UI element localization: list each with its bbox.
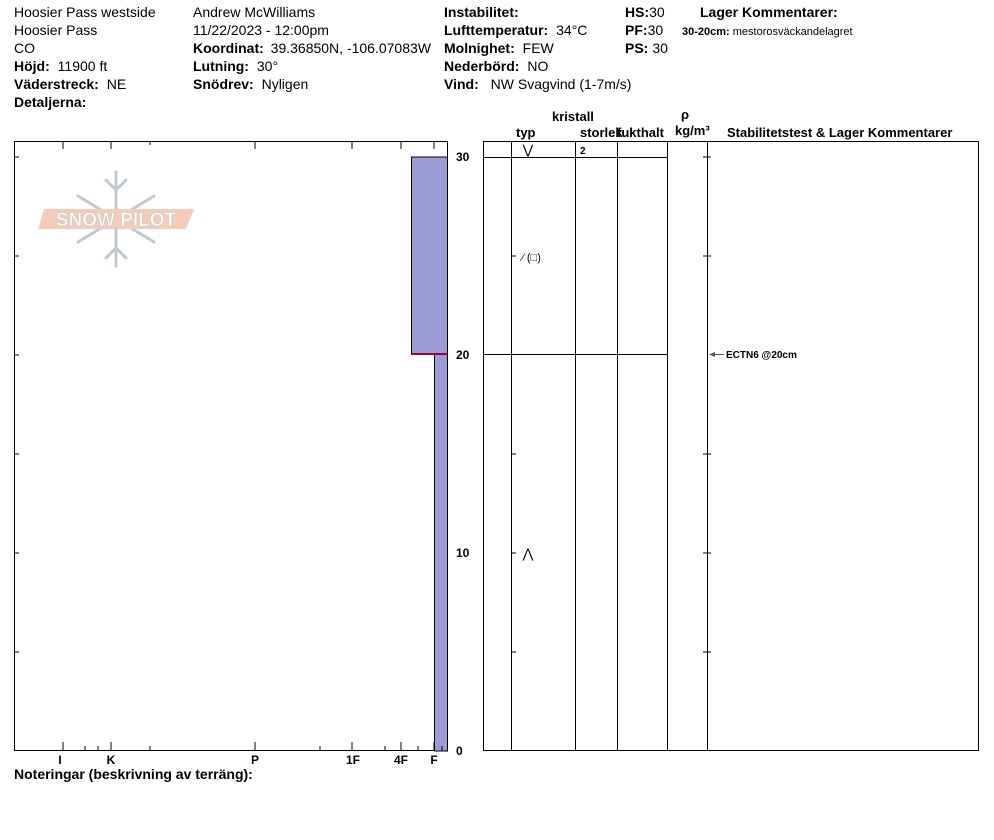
notes-label: Noteringar (beskrivning av terräng): bbox=[14, 766, 253, 782]
col-storlek: storlek bbox=[580, 125, 623, 140]
wind-value: NW Svagvind (1-7m/s) bbox=[490, 76, 632, 92]
observer-name: Andrew McWilliams bbox=[193, 4, 316, 20]
aspect-value: NE bbox=[106, 76, 127, 92]
stability-test-text: ECTN6 @20cm bbox=[726, 350, 797, 361]
drift-value: Nyligen bbox=[261, 76, 309, 92]
grain-symbol-upper: ⋁ bbox=[522, 142, 534, 157]
ps-label: PS: bbox=[625, 40, 649, 56]
coordinate-label: Koordinat: bbox=[193, 40, 264, 56]
elevation-value: 11900 ft bbox=[57, 58, 108, 74]
hardness-label-4F: 4F bbox=[393, 753, 409, 767]
col-density-unit: kg/m³ bbox=[675, 123, 710, 138]
col-fukthalt: fukthalt bbox=[617, 125, 664, 140]
depth-label-0: 0 bbox=[456, 744, 463, 758]
grain-symbol-lower: ⋀ bbox=[522, 546, 534, 561]
stability-test-marker bbox=[709, 350, 797, 361]
depth-label-30: 30 bbox=[456, 150, 470, 164]
crystal-size-upper: 2 bbox=[580, 146, 586, 157]
wind-label: Vind: bbox=[444, 76, 479, 92]
layer-bar-upper bbox=[412, 157, 448, 354]
hardness-ticks bbox=[63, 141, 442, 751]
snowpilot-logo bbox=[38, 172, 194, 266]
pf-value: 30 bbox=[647, 22, 664, 38]
hs-label: HS: bbox=[625, 4, 650, 20]
pf-label: PF: bbox=[625, 22, 648, 38]
layer-comment-depth: 30-20cm: bbox=[682, 26, 730, 38]
col-kristall: kristall bbox=[552, 109, 594, 124]
layer-table bbox=[483, 141, 979, 751]
hardness-frame bbox=[15, 142, 448, 751]
hardness-labels bbox=[58, 753, 437, 767]
depth-label-20: 20 bbox=[456, 348, 470, 362]
col-typ: typ bbox=[516, 125, 536, 140]
airtemp-label: Lufttemperatur: bbox=[444, 22, 549, 38]
precip-label: Nederbörd: bbox=[444, 58, 520, 74]
layer-comments-label: Lager Kommentarer: bbox=[700, 4, 838, 20]
airtemp-value: 34°C bbox=[556, 22, 588, 38]
precip-value: NO bbox=[527, 58, 549, 74]
layer-comment-text: mestorosväckandelagret bbox=[732, 26, 853, 38]
hardness-label-I: I bbox=[58, 753, 62, 767]
location-name: Hoosier Pass westside bbox=[14, 4, 156, 20]
elevation-label: Höjd: bbox=[14, 58, 50, 74]
drift-label: Snödrev: bbox=[193, 76, 254, 92]
coordinate-value: 39.36850N, -106.07083W bbox=[270, 40, 431, 56]
table-ticks bbox=[511, 157, 711, 652]
layer-bar-lower bbox=[435, 354, 448, 751]
aspect-label: Väderstreck: bbox=[14, 76, 99, 92]
hs-value: 30 bbox=[649, 4, 665, 20]
depth-labels bbox=[456, 150, 470, 758]
ps-value: 30 bbox=[652, 40, 668, 56]
slope-value: 30° bbox=[256, 58, 279, 74]
col-stability: Stabilitetstest & Lager Kommentarer bbox=[727, 125, 953, 140]
state-name: CO bbox=[14, 40, 35, 56]
sky-value: FEW bbox=[522, 40, 554, 56]
hardness-label-P: P bbox=[250, 753, 260, 767]
sky-label: Molnighet: bbox=[444, 40, 515, 56]
hardness-label-F: F bbox=[430, 753, 438, 767]
logo-text: SNOW PILOT bbox=[55, 210, 177, 231]
hardness-label-K: K bbox=[106, 753, 116, 767]
depth-label-10: 10 bbox=[456, 546, 470, 560]
grain-symbol-middle: ⁄ (□) bbox=[522, 252, 541, 264]
col-rho: ρ bbox=[681, 107, 690, 122]
observation-datetime: 11/22/2023 - 12:00pm bbox=[193, 22, 329, 38]
slope-label: Lutning: bbox=[193, 58, 249, 74]
instability-label: Instabilitet: bbox=[444, 4, 519, 20]
details-label: Detaljerna: bbox=[14, 94, 87, 110]
hardness-label-1F: 1F bbox=[345, 753, 361, 767]
area-name: Hoosier Pass bbox=[14, 22, 98, 38]
